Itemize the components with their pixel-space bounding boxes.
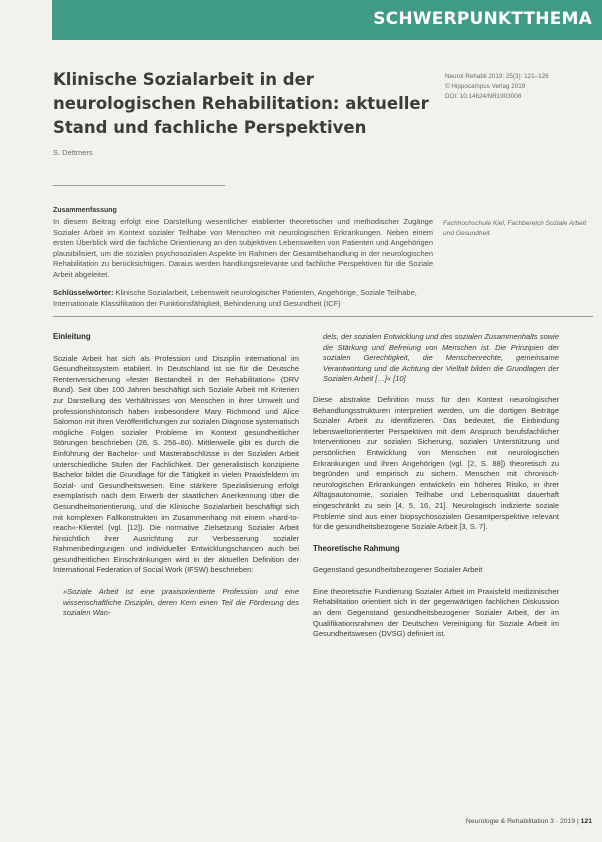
subheading: Gegenstand gesundheitsbezogener Sozialer Arbeit <box>313 565 483 575</box>
article-meta <box>445 72 595 102</box>
author-rule <box>53 185 225 186</box>
doi: DOI: 10.14624/NR1903008 <box>445 93 522 100</box>
page-number: 121 <box>580 818 592 825</box>
keywords-list: Klinische Sozialarbeit, Lebenswelt neurologischer Patienten, Angehörige, Soziale Teilhabe, Internationale Klassifikation der Funktionsfähigkeit, Behinderung und Gesundheit (ICF) <box>53 288 417 308</box>
journal-name: Neurologie & Rehabilitation 3 · 2019 | <box>465 818 581 825</box>
abstract-heading: Zusammenfassung <box>53 207 117 214</box>
section-divider <box>53 316 593 317</box>
definition-quote-end: dels, der sozialen Entwicklung und des sozialen Zusammenhalts sowie die Stärkung und Befreiung von Menschen ist. Die Prinzipien der sozialen Gerechtigkeit, die Menschenrechte, gemeinsame Verantwortung und die Achtung der Vielfalt bilden die Grundlagen der Sozialen Arbeit […]« [10] <box>323 332 559 384</box>
paragraph: Eine theoretische Fundierung Sozialer Arbeit im Praxisfeld medizinischer Rehabilitation orientiert sich in der gegenwärtigen fachlichen Diskussion an dem Gegenstand gesundheitsbezogener Sozialer Arbeit, der im Qualifikationsrahmen der Deutschen Vereinigung für Soziale Arbeit im Gesundheitswesen (DVSG) definiert ist. <box>313 586 559 639</box>
body-column-left <box>53 332 299 629</box>
abstract-text: In diesem Beitrag erfolgt eine Darstellung wesentlicher etablierter theoretischer und methodischer Zugänge Sozialer Arbeit im Kontext sozialer Teilhabe von Menschen mit neurologischen Erkrankungen. Neben einem ersten Überblick wird die fachliche Orientierung an den subjektiven Lebenswelten von Patienten und Angehörigen plausibilisiert, um die sozialen psychosozialen Aspekte im Rahmen der Gesamtbehandlung in der neurologischen Rehabilitation zu berücksichtigen. Daraus werden handlungsrelevante und fachliche Perspektiven für die Soziale Arbeit abgeleitet. <box>53 217 433 279</box>
body-column-right <box>313 332 559 651</box>
heading-einleitung: Einleitung <box>53 332 91 341</box>
section-banner-label: SCHWERPUNKTTHEMA <box>373 9 592 29</box>
publisher: © Hippocampus Verlag 2019 <box>445 83 526 90</box>
definition-quote-start: »Soziale Arbeit ist eine praxisorientierte Profession und eine wissenschaftliche Disziplin, deren Kern einen Teil die Förderung des sozialen Wan- <box>63 587 299 618</box>
author: S. Dettmers <box>53 148 93 157</box>
page-footer <box>466 818 592 825</box>
paragraph: Diese abstrakte Definition muss für den Kontext neurologischer Behandlungsstrukturen interpretiert werden, um die dortigen Beiträge Sozialer Arbeit zu identifizieren. Das bedeutet, die Einbindung lebensweltorientierter Perspektiven mit dem Anspruch berufsfachlicher Interventionen zur sozialen Sicherung, sozialen Unterstützung und persönlichen Entwicklung von Menschen mit neurologischen Erkrankungen und ihren Angehörigen (vgl. [2, S. 88]) theoretisch zu begründen und empirisch zu sichern. Menschen mit chronisch-neurologischen Erkrankungen entwickeln ein höheres Risiko, in ihrer Alltagsautonomie, sozialen Teilhabe und Lebensqualität dauerhaft eingeschränkt zu sein [4, 5, 16, 21]. Neurologisch indizierte soziale Probleme sind aus einer biopsychosozialen Gesamtperspektive relevant für die gesundheitsbezogene Soziale Arbeit [3, S. 7]. <box>313 394 559 532</box>
keywords-label: Schlüsselwörter: <box>53 288 114 297</box>
heading-theoretische-rahmung: Theoretische Rahmung <box>313 543 400 553</box>
article-title: Klinische Sozialarbeit in der neurologischen Rehabilitation: aktueller Stand und fachliche Perspektiven <box>53 70 429 137</box>
author-affiliation: Fachhochschule Kiel, Fachbereich Soziale Arbeit und Gesundheit <box>443 220 587 237</box>
section-banner <box>52 0 602 40</box>
paragraph: Soziale Arbeit hat sich als Profession und Disziplin international im Gesundheitssystem etabliert. In Deutschland ist sie für die Deutsche Rentenversicherung »fester Bestandteil in der Rehabilitation« (DRV Bund). Seit über 100 Jahren beschäftigt sich Soziale Arbeit mit Kriterien zur Darstellung des Verhältnisses von Menschen in ihrer Umwelt und professionshistorisch haben insbesondere Mary Richmond und Alice Salomon mit ihren Veröffentlichungen zur sozialen Diagnose systematisch mögliche Folgen sozialer Probleme im Kontext gesundheitlicher Störungen beschrieben (26, S. 256–60). Mittlerweile gibt es durch die Einführung der Bachelor- und Masterabschlüsse in der Sozialen Arbeit unterschiedliche Stufen der Fachlichkeit. Der generalistisch konzipierte Bachelor bildet die Grundlage für die Tätigkeit in vielen Praxisfeldern im Sozial- und Gesundheitswesen. Eine stärkere Spezialisierung erfolgt exemplarisch nach dem Erwerb der staatlichen Anerkennung über die Gesundheitsorientierung, und die Klinische Sozialarbeit beschäftigt sich mit komplexen Fallkonstrukten im Zusammenhang mit einem »hard-to-reach«-Klientel (vgl. [12]). Die normative Zielsetzung Sozialer Arbeit hinsichtlich ihrer Ausrichtung zur Verbesserung sozialer Rahmenbedingungen und individueller Entwicklungschancen auch bei gesundheitlichen Einschränkungen wird in der aktuellen Definition der International Federation of Social Work (IFSW) beschrieben: <box>53 353 299 575</box>
citation: Neurol Rehabil 2019; 25(3): 121–126 <box>445 73 549 80</box>
keywords <box>53 288 433 309</box>
